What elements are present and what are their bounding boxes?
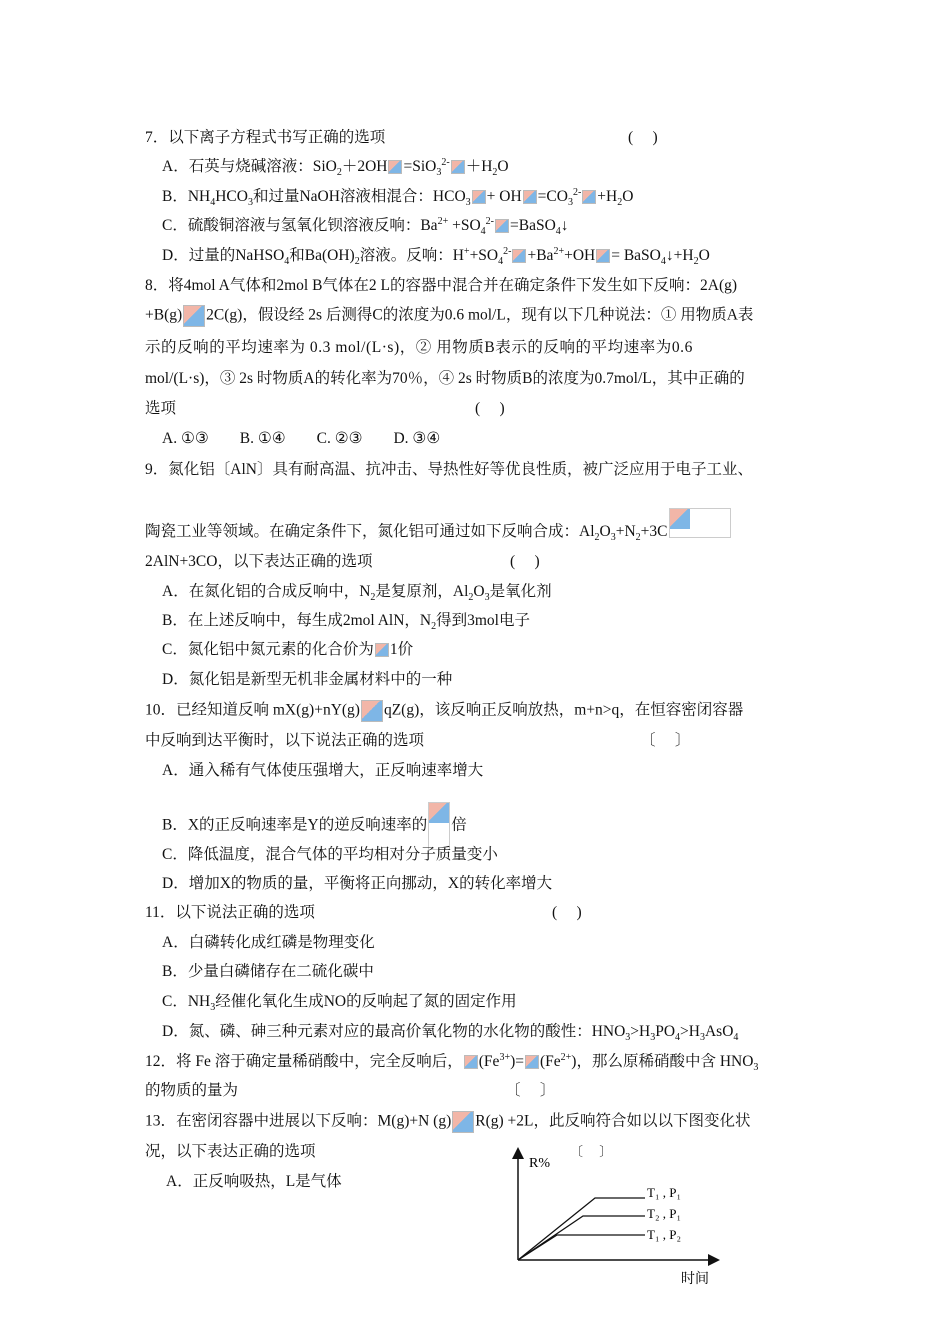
n-symbol-image-icon: [525, 1055, 539, 1069]
q7-option-d: D．过量的NaHSO$_4$和$Ba(OH)_2$溶液。反响：$H^++SO_4^{2-} +Ba^{2+}+OH$ = $BaSO_4↓+H_2O$: [162, 245, 710, 268]
q9-line-1: 9．氮化铝〔AlN〕具有耐高温、抗冲击、导热性好等优良性质，被广泛应用于电子工业、: [145, 461, 753, 478]
curve-label-t1-p2: T₁ , P₂: [647, 1227, 681, 1242]
q8-line-1: 8．将4mol A气体和2mol B气体在2 L的容器中混合并在确定条件下发生如下反响：2A(g): [145, 277, 738, 294]
curve-t1-p2: [518, 1235, 645, 1260]
q11-stem: 11．以下说法正确的选项: [145, 904, 315, 921]
q12-line-2: 的物质的量为: [145, 1082, 239, 1099]
equation-image-icon: [451, 160, 465, 174]
q10-option-b: B．X的正反响速率是Y的逆反响速率的 倍: [162, 802, 467, 850]
reversible-arrow-icon: [183, 305, 205, 327]
q9-option-d: D．氮化铝是新型无机非金属材料中的一种: [162, 671, 453, 688]
curve-label-t1-p1: T₁ , P₁: [647, 1185, 681, 1200]
q7-option-c: C．硫酸铜溶液与氢氧化钡溶液反响：$Ba^{2+} +SO_4^{2-}$ =BaSO$_4$↓: [162, 215, 569, 238]
q8-options: A. ①③ B. ①④ C. ②③ D. ③④: [162, 430, 441, 447]
curve-t1-p1: [518, 1198, 645, 1260]
x-axis-label: 时间: [681, 1272, 709, 1287]
q10-answer-paren: 〔 〕: [640, 732, 691, 749]
q12-line-1: 12．将 Fe 溶于确定量稀硝酸中，完全反响后， $(Fe^{3+})= (Fe^{2+})$，那么原稀硝酸中含 $HNO_3$: [145, 1051, 759, 1074]
q10-option-c: C．降低温度，混合气体的平均相对分子质量变小: [162, 846, 498, 863]
q8-line-5: 选项: [145, 400, 177, 417]
reversible-arrow-icon: [452, 1111, 474, 1133]
q8-line-3: 示的反响的平均速率为 0.3 mol/(L·s)，② 用物质B表示的反响的平均速率为0.6: [145, 339, 693, 356]
q7-option-a: A．石英与烧碱溶液：$SiO_2+2OH =SiO_3^{2-} +H_2O$: [162, 156, 509, 179]
q10-option-d: D．增加X的物质的量，平衡将正向挪动，X的转化率增大: [162, 875, 553, 892]
y-axis-label: R%: [529, 1156, 550, 1171]
equation-image-icon: [495, 219, 509, 233]
q10-line-2: 中反响到达平衡时，以下说法正确的选项: [145, 732, 425, 749]
q13-option-a: A．正反响吸热，L是气体: [166, 1173, 342, 1190]
equation-image-icon: [596, 249, 610, 263]
reaction-condition-icon: [669, 508, 731, 538]
q11-option-a: A．白磷转化成红磷是物理变化: [162, 934, 375, 951]
q9-option-c: C．氮化铝中氮元素的化合价为 1价: [162, 641, 414, 658]
q8-line-2: +B(g) 2C(g)，假设经 2s 后测得C的浓度为0.6 mol/L，现有以下几种说法：① 用物质A表: [145, 305, 753, 327]
q9-answer-paren: ( ): [510, 553, 540, 570]
q11-option-d: D．氮、磷、砷三种元素对应的最高价氧化物的水化物的酸性：$HNO_3>H_3PO_4>H_3AsO_4$: [162, 1023, 739, 1044]
q7-option-b: B．$NH_4HCO_3$和过量NaOH溶液相混合：$HCO_3$ + OH $=CO_3^{2-} +H_2O$: [162, 186, 634, 209]
q12-answer-paren: 〔 〕: [505, 1082, 556, 1099]
q10-line-1: 10．已经知道反响 mX(g)+nY(g) qZ(g)，该反响正反响放热，m+n>q，在恒容密闭容器: [145, 700, 743, 722]
reversible-arrow-icon: [361, 700, 383, 722]
equation-image-icon: [472, 190, 486, 204]
q8-line-4: mol/(L·s)，③ 2s 时物质A的转化率为70％，④ 2s 时物质B的浓度为0.7mol/L，其中正确的: [145, 370, 745, 387]
minus-sign-image-icon: [375, 643, 389, 657]
q7-stem: 7．以下离子方程式书写正确的选项: [145, 129, 386, 146]
q13-line-1: 13．在密闭容器中进展以下反响：M(g)+N (g) R(g) +2L，此反响符合如以以下图变化状: [145, 1111, 751, 1133]
equation-image-icon: [388, 160, 402, 174]
curve-label-t2-p1: T₂ , P₁: [647, 1206, 681, 1221]
q11-option-c: C．$NH_3$经催化氧化生成NO的反响起了氮的固定作用: [162, 993, 517, 1014]
q13-answer-paren: 〔 〕: [570, 1144, 613, 1159]
equation-image-icon: [512, 249, 526, 263]
r-percent-time-graph: [505, 1140, 735, 1290]
q9-line-2: 陶瓷工业等领域。在确定条件下，氮化铝可通过如下反响合成：$Al_2O_3+N_2+3C$: [145, 508, 732, 542]
q13-line-2: 况，以下表达正确的选项: [145, 1143, 316, 1160]
curve-t2-p1: [518, 1216, 645, 1260]
q8-answer-paren: ( ): [475, 400, 505, 417]
equation-image-icon: [582, 190, 596, 204]
equation-image-icon: [523, 190, 537, 204]
q7-answer-paren: ( ): [628, 129, 658, 146]
fraction-image-icon: [428, 802, 450, 850]
q10-option-a: A．通入稀有气体使压强增大，正反响速率增大: [162, 762, 484, 779]
q9-option-b: B．在上述反响中，每生成2mol AlN，$N_2$得到3mol电子: [162, 612, 530, 633]
q9-line-3: 2AlN+3CO，以下表达正确的选项: [145, 553, 373, 570]
n-symbol-image-icon: [464, 1055, 478, 1069]
q9-option-a: A．在氮化铝的合成反响中，$N_2$是复原剂，$Al_2O_3$是氧化剂: [162, 583, 552, 604]
q11-answer-paren: ( ): [552, 904, 582, 921]
q11-option-b: B．少量白磷储存在二硫化碳中: [162, 963, 374, 980]
